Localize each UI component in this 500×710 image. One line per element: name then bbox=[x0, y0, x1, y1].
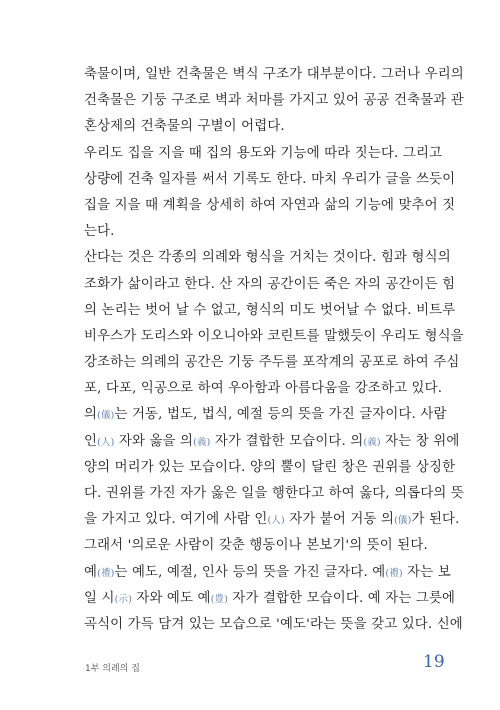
hanja-annotation: (豊) bbox=[210, 593, 228, 605]
text-line: 혼상제의 건축물의 구별이 어렵다. bbox=[84, 119, 285, 135]
text-line: 비우스가 도리스와 이오니아와 코린트를 말했듯이 우리도 형식을 bbox=[84, 328, 464, 344]
page-number: 19 bbox=[423, 652, 445, 672]
text-line: 인(人) 자와 옳을 의(義) 자가 결합한 모습이다. 의(義) 자는 창 위에 bbox=[84, 433, 460, 449]
text-line: 조화가 삶이라고 한다. 산 자의 공간이든 죽은 자의 공간이든 힘 bbox=[84, 276, 456, 292]
text-line: 산다는 것은 각종의 의례와 형식을 거치는 것이다. 힘과 형식의 bbox=[84, 250, 451, 266]
hanja-annotation: (人) bbox=[97, 436, 115, 448]
text-line: 강조하는 의례의 공간은 기둥 주두를 포작계의 공포로 하여 주심 bbox=[84, 355, 460, 371]
text-line: 곡식이 가득 담겨 있는 모습으로 '예도'라는 뜻을 갖고 있다. 신에 bbox=[84, 616, 463, 632]
text-line: 축물이며, 일반 건축물은 벽식 구조가 대부분이다. 그러나 우리의 bbox=[84, 67, 464, 82]
text-line: 을 가지고 있다. 여기에 사람 인(人) 자가 붙어 거동 의(儀)가 된다. bbox=[84, 512, 460, 528]
text-line: 집을 지을 때 계획을 상세히 하여 자연과 삶의 기능에 맞추어 짓 bbox=[84, 197, 456, 213]
text-line: 우리도 집을 지을 때 집의 용도와 기능에 따라 짓는다. 그리고 bbox=[84, 145, 443, 161]
footer-section-title: 1부 의례의 집 bbox=[85, 664, 140, 674]
hanja-annotation: (儀) bbox=[97, 410, 115, 422]
text-line: 예(禮)는 예도, 예절, 인사 등의 뜻을 가진 글자다. 예(禮) 자는 보 bbox=[84, 564, 451, 580]
text-line: 의(儀)는 거동, 법도, 법식, 예절 등의 뜻을 가진 글자이다. 사람 bbox=[84, 407, 447, 423]
hanja-annotation: (禮) bbox=[97, 567, 115, 579]
hanja-annotation: (儀) bbox=[394, 515, 412, 527]
text-line: 포, 다포, 익공으로 하여 우아함과 아름다움을 강조하고 있다. bbox=[84, 381, 443, 397]
text-line: 의 논리는 벗어 날 수 없고, 형식의 미도 벗어날 수 없다. 비트루 bbox=[84, 302, 456, 318]
text-line: 다. 권위를 가진 자가 옳은 일을 행한다고 하여 옳다, 의롭다의 뜻 bbox=[84, 486, 465, 501]
text-line: 상량에 건축 일자를 써서 기록도 한다. 마치 우리가 글을 쓰듯이 bbox=[84, 171, 456, 187]
hanja-annotation: (示) bbox=[114, 593, 132, 605]
text-line: 그래서 '의로운 사람이 갖춘 행동이나 본보기'의 뜻이 된다. bbox=[84, 538, 428, 554]
text-line: 는다. bbox=[84, 224, 115, 240]
hanja-annotation: (禮) bbox=[385, 567, 403, 579]
hanja-annotation: (義) bbox=[363, 436, 381, 448]
text-line: 건축물은 기둥 구조로 벽과 처마를 가지고 있어 공공 건축물과 관 bbox=[84, 93, 464, 109]
hanja-annotation: (義) bbox=[193, 436, 211, 448]
text-line: 일 시(示) 자와 예도 예(豊) 자가 결합한 모습이다. 예 자는 그릇에 bbox=[84, 590, 456, 606]
text-line: 양의 머리가 있는 모습이다. 양의 뿔이 달린 창은 권위를 상징한 bbox=[84, 459, 456, 475]
hanja-annotation: (人) bbox=[267, 515, 285, 527]
body-text bbox=[84, 62, 465, 638]
